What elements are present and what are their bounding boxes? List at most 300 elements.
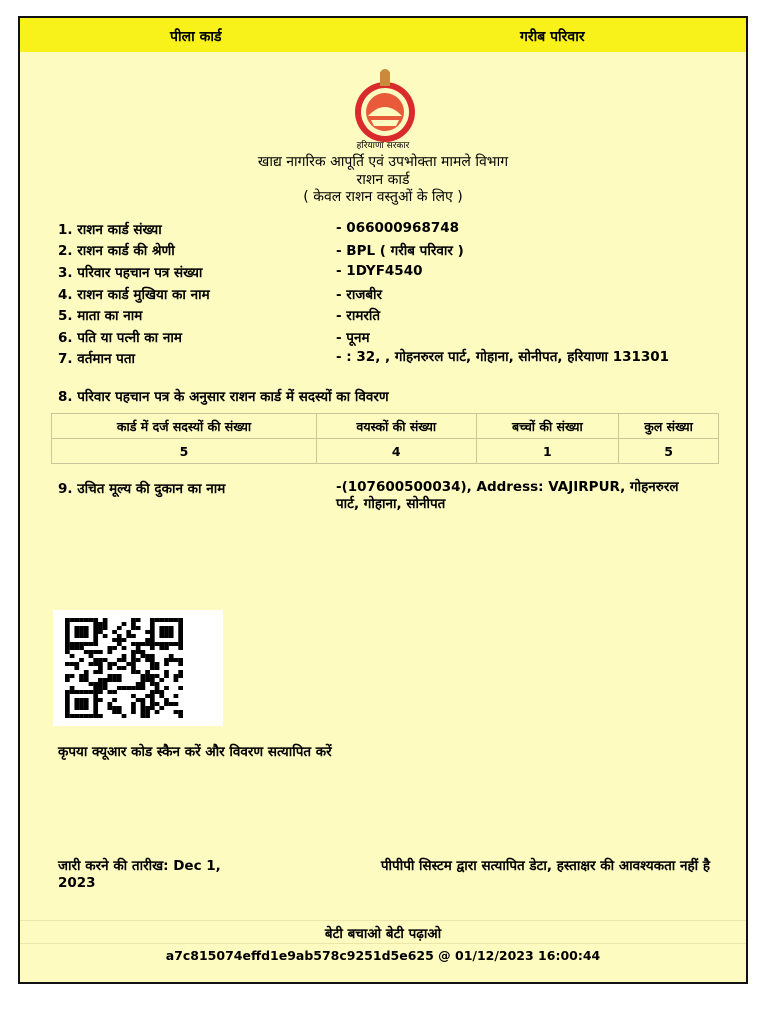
card-color-label: पीला कार्ड <box>170 29 222 45</box>
verification-note: पीपीपी सिस्टम द्वारा सत्यापित डेटा, हस्ताक्षर की आवश्यकता नहीं है <box>380 858 710 874</box>
qr-module <box>141 714 146 718</box>
qr-module <box>164 698 169 702</box>
qr-module <box>89 682 94 686</box>
qr-module <box>79 678 84 682</box>
qr-module <box>122 658 127 662</box>
qr-module <box>98 658 103 662</box>
qr-module <box>103 682 108 686</box>
qr-module <box>136 698 141 702</box>
qr-module <box>70 714 75 718</box>
qr-module <box>178 662 183 666</box>
qr-module <box>178 626 183 630</box>
qr-module <box>79 634 84 638</box>
qr-module <box>93 662 98 666</box>
qr-module <box>141 710 146 714</box>
qr-module <box>65 690 70 694</box>
qr-module <box>112 674 117 678</box>
qr-module <box>79 714 84 718</box>
qr-module <box>169 630 174 634</box>
qr-module <box>145 710 150 714</box>
qr-module <box>74 626 79 630</box>
qr-module <box>159 634 164 638</box>
qr-module <box>84 650 89 654</box>
qr-module <box>103 626 108 630</box>
qr-module <box>141 654 146 658</box>
qr-module <box>107 674 112 678</box>
qr-module <box>164 634 169 638</box>
qr-module <box>155 686 160 690</box>
qr-module <box>131 654 136 658</box>
qr-module <box>93 638 98 642</box>
members-table <box>51 413 719 464</box>
qr-module <box>112 646 117 650</box>
qr-module <box>145 654 150 658</box>
qr-module <box>79 630 84 634</box>
qr-module <box>131 702 136 706</box>
qr-module <box>174 702 179 706</box>
qr-module <box>141 706 146 710</box>
qr-module <box>150 630 155 634</box>
qr-module <box>84 626 89 630</box>
qr-code[interactable] <box>53 610 223 726</box>
qr-module <box>93 622 98 626</box>
qr-module <box>145 694 150 698</box>
shop-value: -(107600500034), Address: VAJIRPUR, गोहनरुरल पार्ट, गोहाना, सोनीपत <box>336 479 679 512</box>
qr-module <box>84 678 89 682</box>
qr-module <box>93 698 98 702</box>
qr-module <box>159 694 164 698</box>
qr-module <box>74 646 79 650</box>
qr-module <box>131 622 136 626</box>
qr-module <box>136 618 141 622</box>
qr-module <box>107 706 112 710</box>
qr-module <box>93 630 98 634</box>
qr-module <box>65 630 70 634</box>
qr-module <box>107 702 112 706</box>
qr-module <box>93 626 98 630</box>
qr-module <box>70 642 75 646</box>
qr-module <box>150 634 155 638</box>
qr-module <box>98 682 103 686</box>
qr-module <box>141 686 146 690</box>
qr-module <box>65 642 70 646</box>
qr-module <box>159 626 164 630</box>
qr-module <box>169 626 174 630</box>
qr-module <box>84 642 89 646</box>
qr-module <box>164 618 169 622</box>
qr-module <box>117 678 122 682</box>
qr-module <box>150 626 155 630</box>
qr-module <box>155 710 160 714</box>
qr-module <box>93 658 98 662</box>
qr-module <box>164 662 169 666</box>
qr-module <box>89 618 94 622</box>
qr-module <box>145 714 150 718</box>
qr-module <box>145 638 150 642</box>
qr-module <box>65 674 70 678</box>
field-label-category: 2. राशन कार्ड की श्रेणी <box>58 243 175 259</box>
qr-module <box>107 662 112 666</box>
qr-module <box>164 674 169 678</box>
card-header-bar <box>20 18 746 52</box>
qr-module <box>131 626 136 630</box>
ration-card <box>18 16 748 984</box>
field-value-head-name: - राजबीर <box>336 287 383 303</box>
family-category-label: गरीब परिवार <box>520 29 585 45</box>
qr-module <box>131 686 136 690</box>
qr-module <box>141 642 146 646</box>
qr-module <box>65 626 70 630</box>
qr-module <box>117 642 122 646</box>
government-name: हरियाणा सरकार <box>356 141 410 151</box>
qr-module <box>131 634 136 638</box>
qr-module <box>150 662 155 666</box>
qr-module <box>178 674 183 678</box>
qr-module <box>150 674 155 678</box>
qr-module <box>131 666 136 670</box>
qr-module <box>65 662 70 666</box>
qr-module <box>122 686 127 690</box>
table-header-cell: कुल संख्या <box>619 414 719 439</box>
qr-module <box>150 694 155 698</box>
qr-module <box>150 690 155 694</box>
qr-module <box>84 702 89 706</box>
qr-module <box>159 646 164 650</box>
qr-module <box>150 666 155 670</box>
qr-module <box>103 618 108 622</box>
qr-module <box>79 702 84 706</box>
qr-module <box>131 650 136 654</box>
qr-module <box>89 650 94 654</box>
qr-module <box>98 622 103 626</box>
qr-module <box>93 714 98 718</box>
qr-module <box>107 666 112 670</box>
members-section-label: 8. परिवार पहचान पत्र के अनुसार राशन कार्ड में सदस्यों का विवरण <box>58 389 389 405</box>
qr-module <box>122 666 127 670</box>
qr-module <box>93 634 98 638</box>
table-header-cell: वयस्कों की संख्या <box>316 414 476 439</box>
qr-module <box>178 670 183 674</box>
qr-module <box>98 630 103 634</box>
qr-module <box>131 670 136 674</box>
field-value-family-id: - 1DYF4540 <box>336 263 423 279</box>
qr-module <box>131 694 136 698</box>
qr-module <box>155 618 160 622</box>
qr-module <box>65 618 70 622</box>
table-header-cell: बच्चों की संख्या <box>476 414 619 439</box>
qr-module <box>174 678 179 682</box>
haryana-emblem-icon <box>346 68 424 146</box>
qr-module <box>65 714 70 718</box>
qr-module <box>65 710 70 714</box>
qr-module <box>98 650 103 654</box>
qr-module <box>93 682 98 686</box>
qr-scan-note: कृपया क्यूआर कोड स्कैन करें और विवरण सत्यापित करें <box>58 744 332 760</box>
qr-module <box>141 682 146 686</box>
qr-module <box>178 618 183 622</box>
qr-module <box>164 630 169 634</box>
qr-module <box>155 674 160 678</box>
qr-module <box>169 618 174 622</box>
qr-module <box>98 670 103 674</box>
qr-module <box>141 650 146 654</box>
field-value-category: - BPL ( गरीब परिवार ) <box>336 243 464 259</box>
qr-module <box>74 714 79 718</box>
qr-module <box>74 690 79 694</box>
qr-module <box>74 634 79 638</box>
qr-module <box>74 618 79 622</box>
qr-module <box>112 690 117 694</box>
qr-module <box>84 714 89 718</box>
qr-module <box>136 658 141 662</box>
qr-module <box>98 626 103 630</box>
qr-module <box>98 690 103 694</box>
qr-module <box>122 714 127 718</box>
table-header-cell: कार्ड में दर्ज सदस्यों की संख्या <box>52 414 317 439</box>
qr-module <box>150 642 155 646</box>
qr-module <box>164 646 169 650</box>
qr-module <box>164 702 169 706</box>
qr-module <box>126 686 131 690</box>
qr-module <box>131 706 136 710</box>
qr-module <box>74 702 79 706</box>
qr-module <box>93 642 98 646</box>
qr-module <box>174 642 179 646</box>
qr-module <box>112 698 117 702</box>
qr-module <box>178 630 183 634</box>
qr-module <box>70 686 75 690</box>
qr-module <box>117 710 122 714</box>
qr-module <box>155 666 160 670</box>
qr-module <box>89 662 94 666</box>
qr-module <box>89 642 94 646</box>
qr-module <box>107 678 112 682</box>
qr-module <box>103 622 108 626</box>
qr-module <box>103 678 108 682</box>
qr-module <box>169 658 174 662</box>
qr-module <box>112 706 117 710</box>
qr-module <box>65 706 70 710</box>
qr-module <box>112 638 117 642</box>
qr-module <box>136 670 141 674</box>
qr-module <box>141 674 146 678</box>
qr-module <box>70 690 75 694</box>
qr-module <box>145 670 150 674</box>
qr-module <box>159 630 164 634</box>
qr-module <box>84 634 89 638</box>
qr-module <box>159 690 164 694</box>
qr-module <box>150 646 155 650</box>
field-label-spouse-name: 6. पति या पत्नी का नाम <box>58 330 182 346</box>
qr-module <box>131 642 136 646</box>
table-cell: 1 <box>476 439 619 464</box>
qr-module <box>136 646 141 650</box>
qr-module <box>117 666 122 670</box>
qr-module <box>126 662 131 666</box>
qr-module <box>136 626 141 630</box>
qr-module <box>155 662 160 666</box>
qr-module <box>65 646 70 650</box>
qr-module <box>98 662 103 666</box>
qr-module <box>117 658 122 662</box>
qr-module <box>70 662 75 666</box>
qr-module <box>79 690 84 694</box>
qr-module <box>79 626 84 630</box>
qr-module <box>136 642 141 646</box>
qr-module <box>164 642 169 646</box>
slogan: बेटी बचाओ बेटी पढ़ाओ <box>324 926 442 942</box>
qr-module <box>131 710 136 714</box>
footer-divider <box>20 943 746 944</box>
qr-module <box>65 678 70 682</box>
field-value-address: - : 32, , गोहनरुरल पार्ट, गोहाना, सोनीपत, हरियाणा 131301 <box>336 349 670 365</box>
qr-module <box>89 714 94 718</box>
qr-module <box>150 706 155 710</box>
table-cell: 4 <box>316 439 476 464</box>
qr-module <box>84 630 89 634</box>
qr-module <box>98 714 103 718</box>
qr-module <box>74 662 79 666</box>
qr-module <box>174 694 179 698</box>
qr-module <box>126 634 131 638</box>
qr-module <box>131 658 136 662</box>
shop-label: 9. उचित मूल्य की दुकान का नाम <box>58 481 226 497</box>
qr-module <box>122 654 127 658</box>
qr-module <box>178 658 183 662</box>
footer-divider <box>20 920 746 921</box>
qr-module <box>117 634 122 638</box>
qr-module <box>136 686 141 690</box>
qr-module <box>79 642 84 646</box>
table-cell: 5 <box>52 439 317 464</box>
qr-module <box>84 690 89 694</box>
qr-module <box>155 690 160 694</box>
qr-module <box>70 618 75 622</box>
table-cell: 5 <box>619 439 719 464</box>
qr-module <box>155 702 160 706</box>
qr-module <box>122 646 127 650</box>
qr-module <box>136 682 141 686</box>
qr-module <box>98 666 103 670</box>
qr-module <box>84 706 89 710</box>
qr-module <box>136 650 141 654</box>
qr-module <box>155 642 160 646</box>
qr-module <box>84 698 89 702</box>
qr-module <box>178 622 183 626</box>
qr-module <box>112 630 117 634</box>
field-label-head-name: 4. राशन कार्ड मुखिया का नाम <box>58 287 210 303</box>
qr-code-icon <box>53 610 223 726</box>
qr-module <box>150 618 155 622</box>
qr-module <box>155 682 160 686</box>
qr-module <box>79 618 84 622</box>
qr-module <box>141 698 146 702</box>
qr-module <box>65 622 70 626</box>
qr-module <box>117 686 122 690</box>
field-value-mother-name: - रामरति <box>336 308 381 324</box>
qr-module <box>150 682 155 686</box>
field-label-family-id: 3. परिवार पहचान पत्र संख्या <box>58 265 203 281</box>
qr-module <box>169 702 174 706</box>
qr-module <box>141 702 146 706</box>
qr-module <box>74 642 79 646</box>
qr-module <box>159 678 164 682</box>
qr-module <box>79 674 84 678</box>
qr-module <box>164 670 169 674</box>
qr-module <box>65 634 70 638</box>
qr-module <box>178 686 183 690</box>
qr-module <box>89 654 94 658</box>
qr-module <box>178 642 183 646</box>
field-label-mother-name: 5. माता का नाम <box>58 308 143 324</box>
field-value-spouse-name: - पूनम <box>336 330 370 346</box>
qr-module <box>145 706 150 710</box>
issue-date: जारी करने की तारीख: Dec 1, 2023 <box>58 858 221 891</box>
qr-module <box>150 622 155 626</box>
qr-module <box>159 618 164 622</box>
qr-module <box>84 670 89 674</box>
qr-module <box>131 662 136 666</box>
footer-hash: a7c815074effd1e9ab578c9251d5e625 @ 01/12/2023 16:00:44 <box>165 948 601 963</box>
qr-module <box>74 630 79 634</box>
table-row <box>52 439 719 464</box>
qr-module <box>93 618 98 622</box>
qr-module <box>84 674 89 678</box>
qr-module <box>174 618 179 622</box>
qr-module <box>65 694 70 698</box>
qr-module <box>150 698 155 702</box>
qr-module <box>107 646 112 650</box>
qr-module <box>169 654 174 658</box>
document-title: राशन कार्ड <box>356 172 410 188</box>
qr-module <box>98 698 103 702</box>
qr-module <box>169 634 174 638</box>
qr-module <box>93 702 98 706</box>
qr-module <box>150 658 155 662</box>
qr-module <box>117 706 122 710</box>
qr-module <box>150 638 155 642</box>
qr-module <box>93 670 98 674</box>
qr-module <box>93 710 98 714</box>
qr-module <box>93 690 98 694</box>
qr-module <box>74 666 79 670</box>
qr-module <box>164 626 169 630</box>
qr-module <box>79 646 84 650</box>
qr-module <box>174 658 179 662</box>
qr-module <box>93 686 98 690</box>
qr-module <box>122 638 127 642</box>
qr-module <box>70 654 75 658</box>
qr-module <box>103 686 108 690</box>
qr-module <box>89 690 94 694</box>
qr-module <box>112 710 117 714</box>
qr-module <box>107 650 112 654</box>
qr-module <box>169 642 174 646</box>
qr-module <box>150 678 155 682</box>
qr-module <box>178 646 183 650</box>
qr-module <box>117 638 122 642</box>
qr-module <box>145 658 150 662</box>
qr-module <box>164 686 169 690</box>
qr-module <box>178 634 183 638</box>
qr-module <box>74 706 79 710</box>
qr-module <box>112 662 117 666</box>
qr-module <box>70 674 75 678</box>
qr-module <box>65 638 70 642</box>
qr-module <box>65 650 70 654</box>
qr-module <box>145 642 150 646</box>
qr-module <box>159 706 164 710</box>
